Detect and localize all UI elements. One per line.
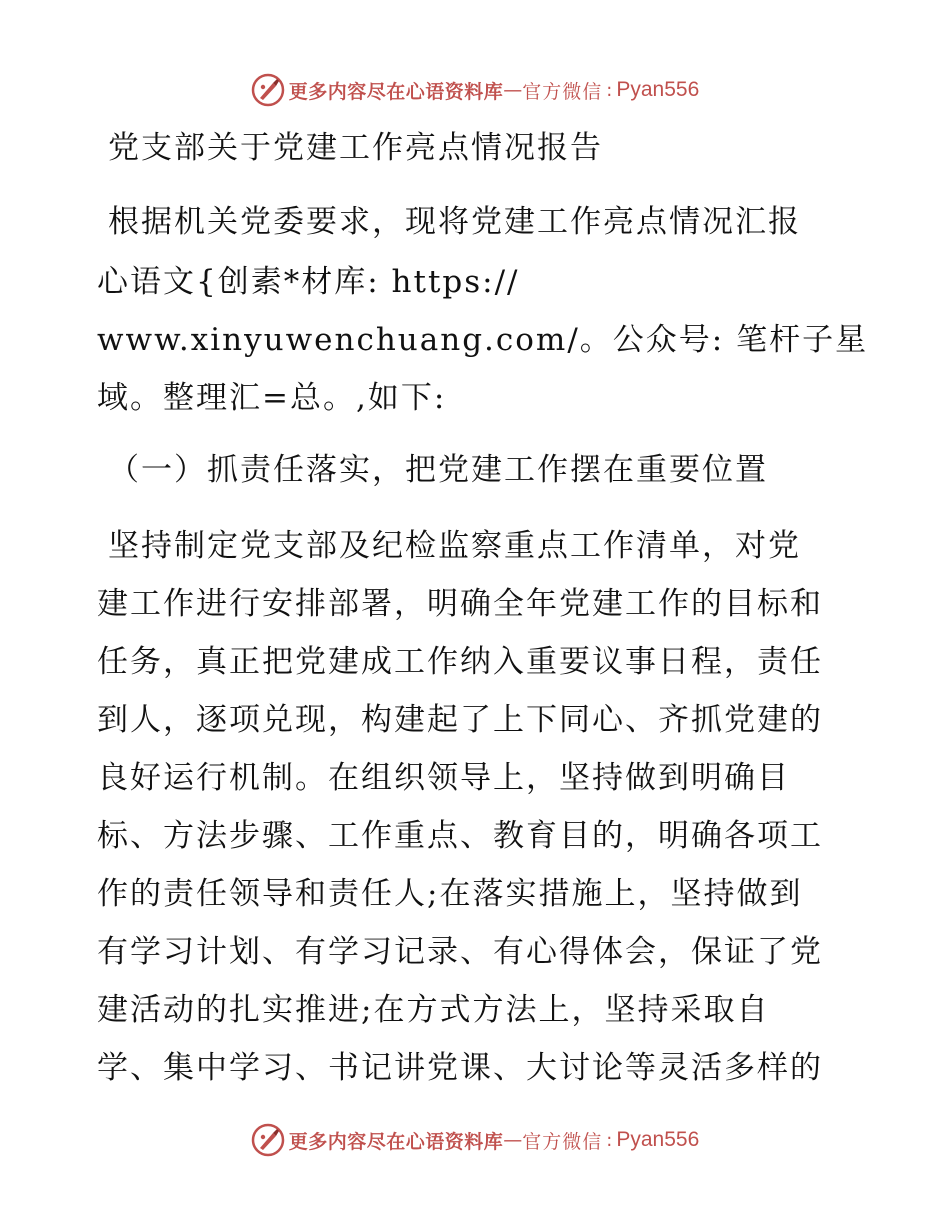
intro-line: 心语文{创素*材库: https:// [97, 264, 520, 300]
body-line: 作的责任领导和责任人;在落实措施上，坚持做到 [97, 876, 803, 912]
intro-line: 域。整理汇=总。,如下: [97, 380, 447, 416]
watermark-dash: — [503, 79, 523, 101]
body-line: 建工作进行安排部署，明确全年党建工作的目标和 [97, 586, 823, 622]
watermark-site-text: 更多内容尽在心语资料库 [288, 80, 504, 103]
intro-line: www.xinyuwenchuang.com/。公众号: 笔杆子星 [97, 322, 869, 358]
body-line: 坚持制定党支部及纪检监察重点工作清单，对党 [108, 528, 801, 564]
watermark-wechat-label: 官方微信 [522, 1130, 603, 1153]
watermark-banner-bottom [0, 1120, 950, 1160]
pen-quill-logo-icon [251, 73, 285, 107]
body-line: 学、集中学习、书记讲党课、大讨论等灵活多样的 [97, 1050, 823, 1086]
watermark-colon: : [606, 1129, 613, 1151]
watermark-dash: — [503, 1129, 523, 1151]
document-title: 党支部关于党建工作亮点情况报告 [108, 130, 603, 166]
body-line: 标、方法步骤、工作重点、教育目的，明确各项工 [97, 818, 823, 854]
watermark-wechat-id: Pyan556 [616, 78, 700, 101]
body-line: 良好运行机制。在组织领导上，坚持做到明确目 [97, 760, 790, 796]
intro-line: 根据机关党委要求，现将党建工作亮点情况汇报 [108, 204, 801, 240]
body-line: 有学习计划、有学习记录、有心得体会，保证了党 [97, 934, 823, 970]
watermark-wechat-label: 官方微信 [522, 80, 603, 103]
body-line: 建活动的扎实推进;在方式方法上，坚持采取自 [97, 992, 770, 1028]
watermark-wechat-id: Pyan556 [616, 1128, 700, 1151]
section-heading: （一）抓责任落实，把党建工作摆在重要位置 [108, 452, 768, 488]
body-line: 到人，逐项兑现，构建起了上下同心、齐抓党建的 [97, 702, 823, 738]
watermark-colon: : [606, 79, 613, 101]
watermark-banner-top [0, 70, 950, 110]
body-line: 任务，真正把党建成工作纳入重要议事日程，责任 [97, 644, 823, 680]
pen-quill-logo-icon [251, 1123, 285, 1157]
watermark-site-text: 更多内容尽在心语资料库 [288, 1130, 504, 1153]
